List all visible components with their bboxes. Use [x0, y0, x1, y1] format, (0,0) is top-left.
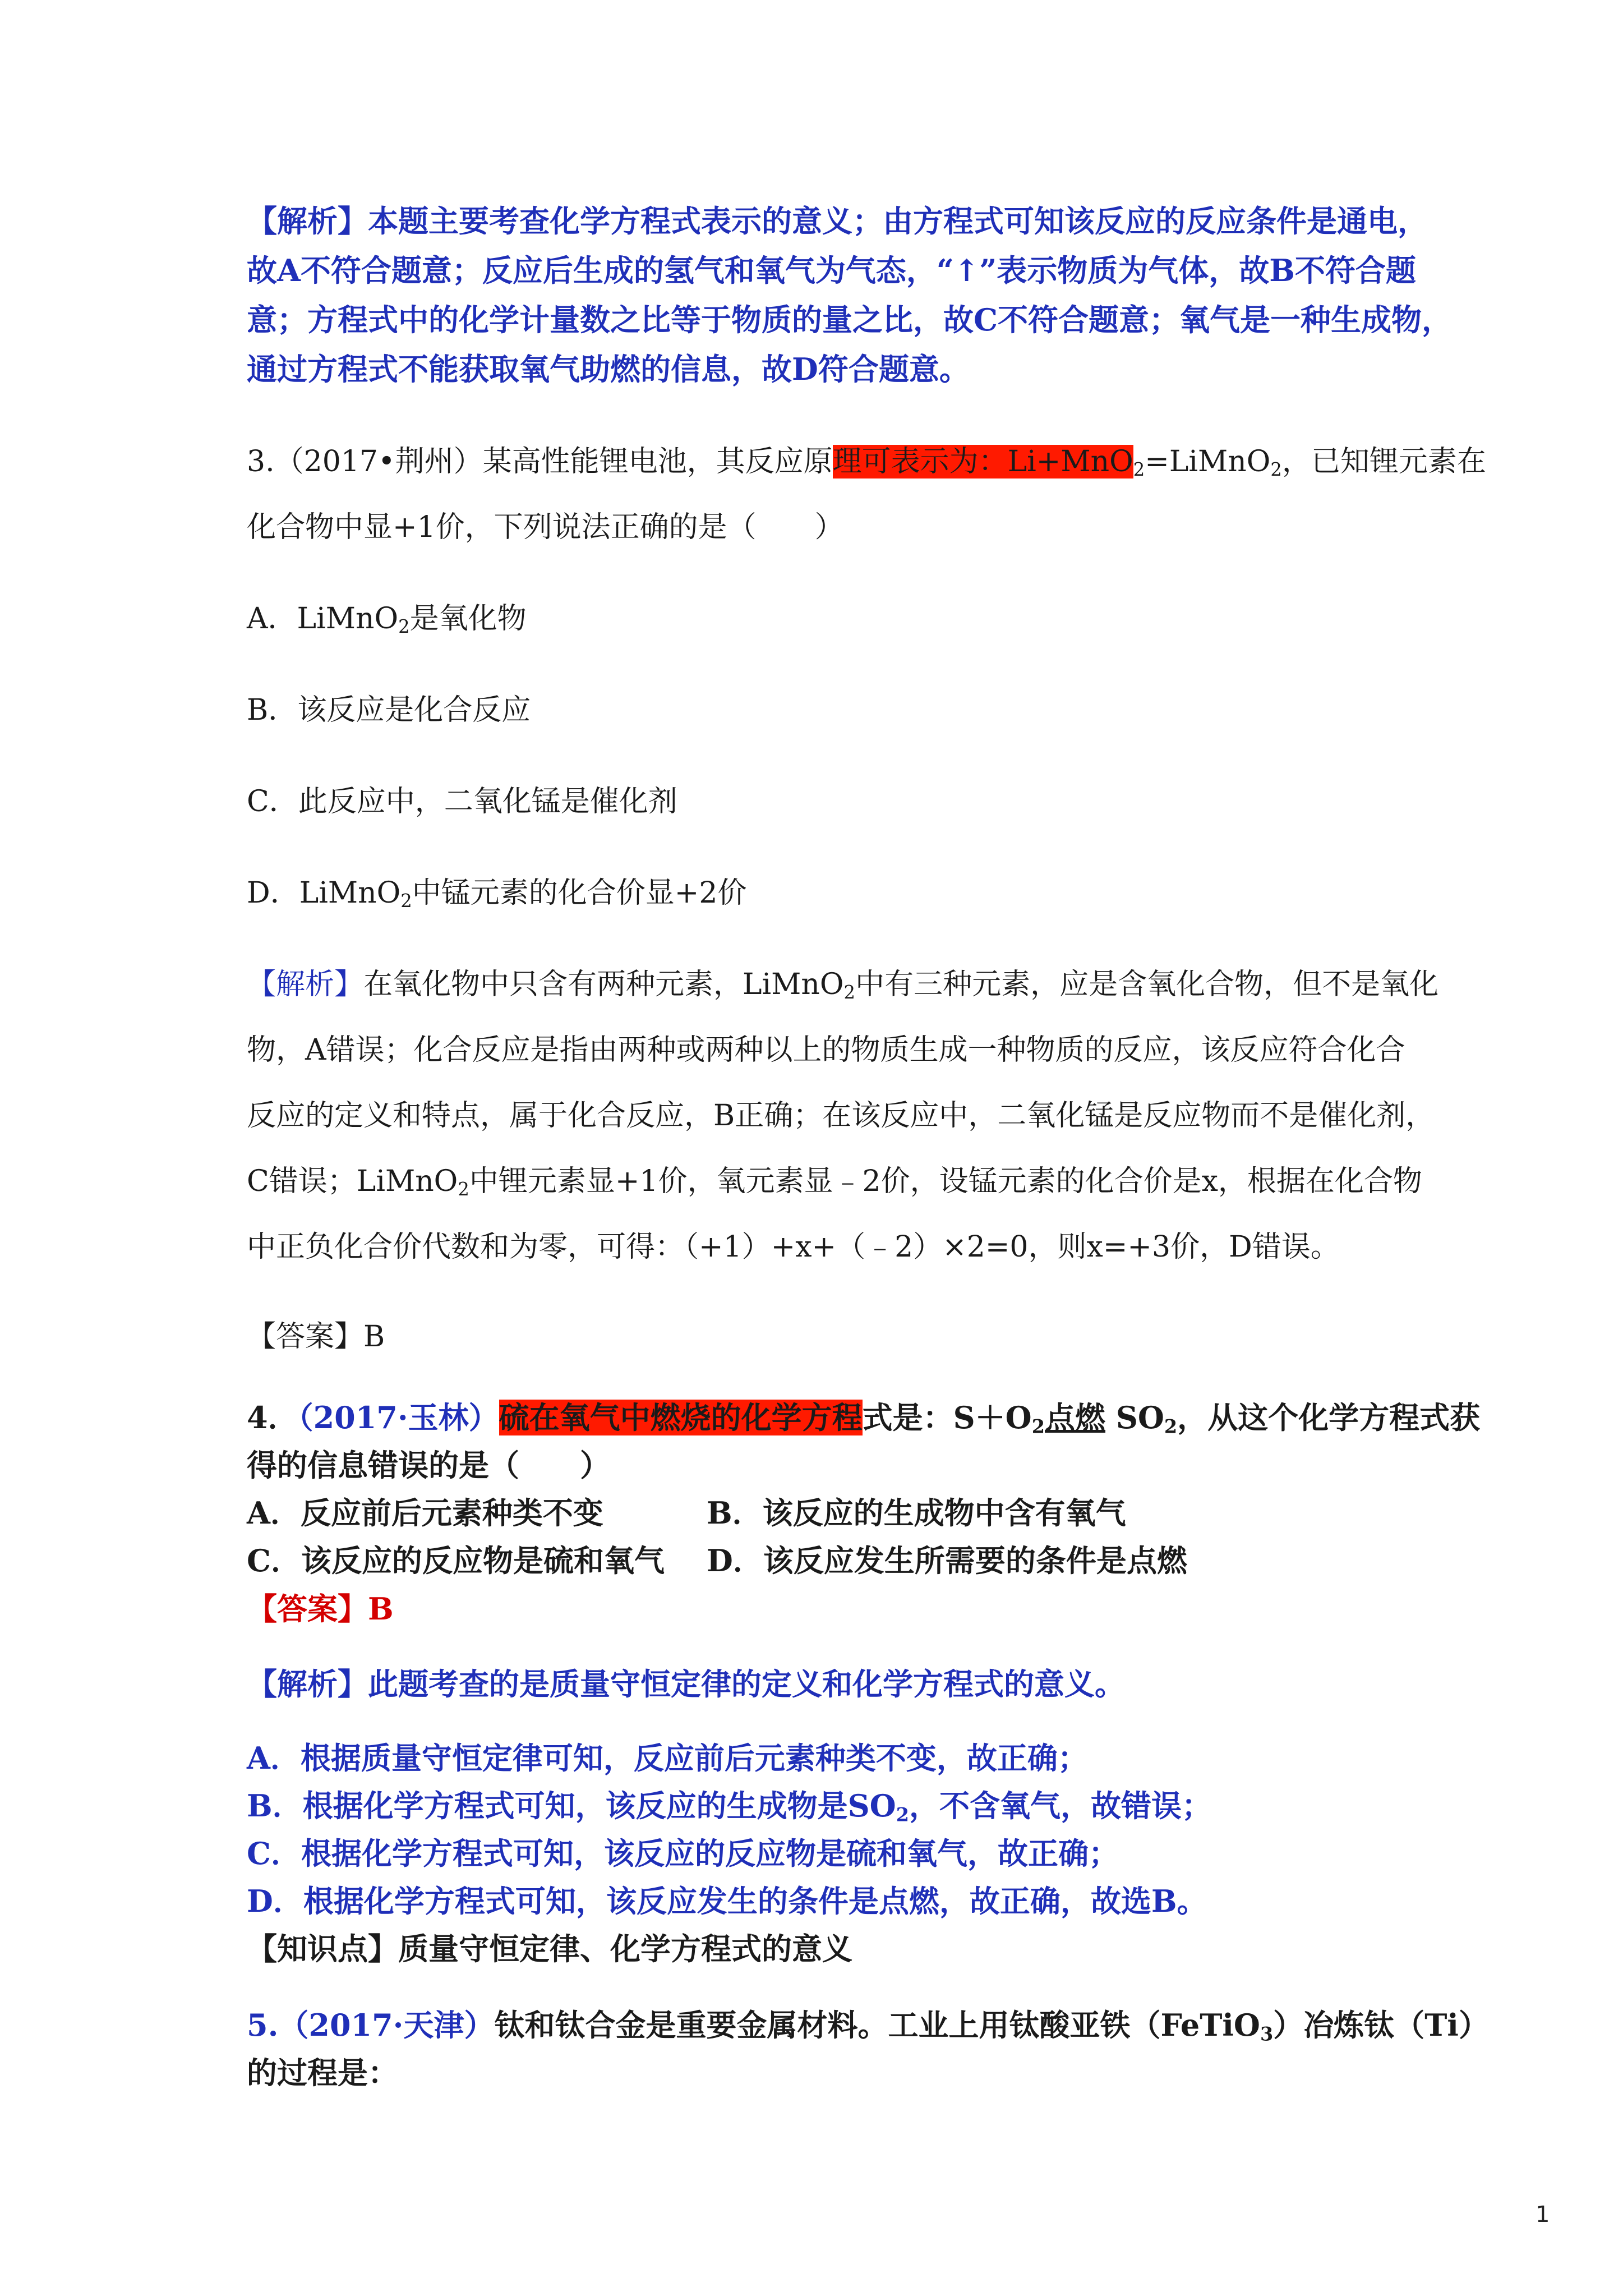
q4-analysis: 【解析】此题考查的是质量守恒定律的定义和化学方程式的意义。	[247, 1666, 1125, 1702]
q4-knowledge-point: 【知识点】质量守恒定律、化学方程式的意义	[247, 1931, 852, 1967]
q3-analysis-line-4: C错误；LiMnO$_2$中锂元素显+1价，氧元素显﹣2价，设锰元素的化合价是x，根据在化合物	[247, 1165, 1422, 1200]
highlight: 理可表示为：Li+MnO	[832, 445, 1133, 478]
analysis-tag: 【解析】	[247, 203, 368, 239]
q2-analysis-line-4: 通过方程式不能获取氧气助燃的信息，故D符合题意。	[247, 351, 970, 387]
q3-analysis-line-3: 反应的定义和特点，属于化合反应，B正确；在该反应中，二氧化锰是反应物而不是催化剂，	[247, 1099, 1435, 1133]
q3-analysis-line-2: 物，A错误；化合反应是指由两种或两种以上的物质生成一种物质的反应，该反应符合化合	[247, 1033, 1405, 1067]
q4-source: （2017·玉林）	[298, 1400, 499, 1435]
q4-options-row-1	[247, 1489, 1402, 1533]
q3-answer: 【答案】B	[247, 1320, 385, 1354]
q5-source: 5.（2017·天津）	[247, 2007, 495, 2043]
q4-option-d: D．该反应发生所需要的条件是点燃	[707, 1543, 1187, 1579]
q4-option-c: C．该反应的反应物是硫和氧气	[247, 1543, 665, 1579]
q4-answer: 【答案】B	[247, 1591, 394, 1627]
q3-analysis-line-1: 【解析】在氧化物中只含有两种元素，LiMnO$_2$中有三种元素，应是含氧化合物，但不是氧化	[247, 968, 1439, 1004]
q2-analysis-line-2: 故A不符合题意；反应后生成的氢气和氧气为气态，“↑”表示物质为气体，故B不符合题	[247, 252, 1416, 288]
q4-explain-a: A．根据质量守恒定律可知，反应前后元素种类不变，故正确；	[247, 1740, 1088, 1776]
q4-option-a: A．反应前后元素种类不变	[247, 1495, 603, 1531]
q3-stem-line-2: 化合物中显+1价，下列说法正确的是（ ）	[247, 510, 844, 544]
q4-explain-b: B．根据化学方程式可知，该反应的生成物是$SO_2$，不含氧气，故错误；	[247, 1788, 1212, 1826]
q3-option-d: D．LiMnO$_2$中锰元素的化合价显+2价	[247, 876, 747, 912]
analysis-tag: 【解析】	[247, 968, 364, 1001]
q3-option-c: C．此反应中，二氧化锰是催化剂	[247, 785, 677, 818]
q3-analysis-line-5: 中正负化合价代数和为零，可得：（+1）+x+（﹣2）×2=0，则x=+3价，D错误。	[247, 1230, 1340, 1264]
highlight: 硫在氧气中燃烧的化学方程	[499, 1400, 863, 1435]
q2-analysis-line-3: 意；方程式中的化学计量数之比等于物质的量之比，故C不符合题意；氧气是一种生成物，	[247, 302, 1452, 338]
q4-stem-line-2: 得的信息错误的是（ ）	[247, 1447, 610, 1483]
reaction-condition: 点燃	[1045, 1400, 1106, 1435]
q5-stem-line-2: 的过程是：	[247, 2055, 398, 2091]
q4-stem-line-1: 4．（2017·玉林）硫在氧气中燃烧的化学方程式是：$S+O_2$点燃 $SO_2$，从这个化学方程式获	[247, 1400, 1481, 1438]
q3-option-a: A．LiMnO$_2$是氧化物	[247, 602, 527, 638]
q4-option-b: B．该反应的生成物中含有氧气	[707, 1495, 1126, 1531]
q4-explain-d: D．根据化学方程式可知，该反应发生的条件是点燃，故正确，故选B。	[247, 1883, 1207, 1919]
q5-stem-line-1: 5.（2017·天津）钛和钛合金是重要金属材料。工业上用钛酸亚铁（FeTiO$_3$）冶炼钛（Ti）	[247, 2007, 1489, 2045]
q3-stem-line-1: 3.（2017•荆州）某高性能锂电池，其反应原理可表示为：Li+MnO$_2$=LiMnO$_2$，已知锂元素在	[247, 445, 1486, 481]
q3-option-b: B．该反应是化合反应	[247, 693, 531, 727]
q2-analysis-line-1: 【解析】本题主要考查化学方程式表示的意义；由方程式可知该反应的反应条件是通电，	[247, 203, 1428, 239]
page-number: 1	[1536, 2202, 1550, 2228]
q4-explain-c: C．根据化学方程式可知，该反应的反应物是硫和氧气，故正确；	[247, 1835, 1119, 1871]
q4-options-row-2	[247, 1537, 1402, 1580]
